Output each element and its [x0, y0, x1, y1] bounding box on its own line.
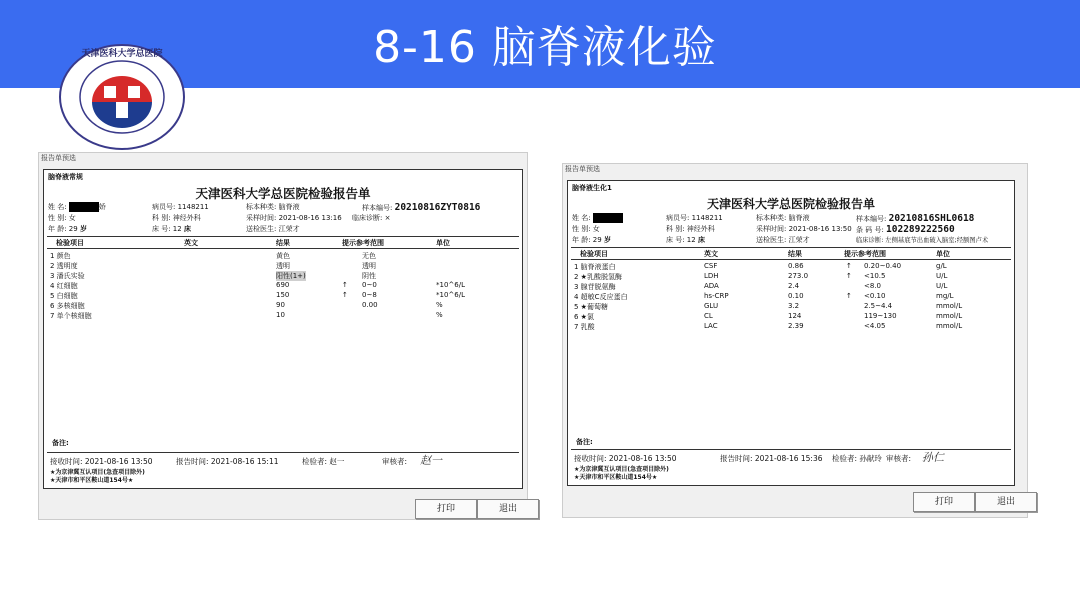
collect-time: 采样时间: 2021-08-16 13:50 [756, 225, 852, 233]
reviewer-signature: 赵一 [420, 454, 442, 467]
col-result: 结果 [788, 250, 802, 258]
footnote-1: ★为京津冀互认项目(急查项目除外) [574, 466, 669, 473]
cell-flag: ↑ [846, 272, 852, 280]
table-row [44, 291, 522, 301]
note-label: 备注: [52, 439, 69, 447]
sample-no: 样本编号: 20210816SHL0618 [856, 213, 975, 224]
table-row [568, 322, 1014, 332]
cell-range: 透明 [362, 262, 376, 270]
report-paper [567, 180, 1015, 486]
cell-item: 5 ★葡萄糖 [574, 303, 608, 311]
table-row [568, 302, 1014, 312]
sample-no: 样本编号: 20210816ZYT0816 [362, 202, 481, 213]
bed: 床 号: 12 床 [666, 236, 705, 244]
clinical-dx: 临床诊断: 左侧基底节出血破入脑室;经额图卢术 [856, 237, 989, 244]
table-row [44, 281, 522, 291]
window-title: 报告单预选 [565, 165, 600, 173]
exit-button[interactable]: 退出 [975, 492, 1037, 512]
redaction-bar [69, 202, 99, 212]
cell-range: 0.00 [362, 301, 378, 309]
patient-name: 姓 名: [572, 213, 623, 223]
cell-range: <4.05 [864, 322, 886, 330]
col-range: 提示参考范围 [844, 250, 886, 258]
cell-range: 0.20~0.40 [864, 262, 902, 270]
window-title: 报告单预选 [41, 154, 76, 162]
cell-unit: U/L [936, 282, 948, 290]
patient-age: 年 龄: 29 岁 [48, 225, 87, 233]
cell-result: 2.39 [788, 322, 804, 330]
table-row [568, 262, 1014, 272]
cell-unit: mmol/L [936, 322, 963, 330]
patient-sex: 性 别: 女 [48, 214, 76, 222]
cell-result: 10 [276, 311, 285, 319]
tester: 检验者: 孙献玲 [832, 454, 882, 463]
slide-title: 8-16 脑脊液化验 [373, 22, 717, 73]
col-unit: 单位 [936, 250, 950, 258]
cell-result: 0.10 [788, 292, 804, 300]
table-row [568, 292, 1014, 302]
cell-item: 2 透明度 [50, 262, 78, 270]
cell-unit: *10^6/L [436, 291, 465, 299]
cell-unit: g/L [936, 262, 947, 270]
cell-item: 7 单个核细胞 [50, 312, 92, 320]
cell-en: LAC [704, 322, 718, 330]
cell-item: 5 白细胞 [50, 292, 78, 300]
cell-en: hs-CRP [704, 292, 729, 300]
cell-item: 2 ★乳酸脱氢酶 [574, 273, 622, 281]
cell-result: 690 [276, 281, 290, 289]
col-english: 英文 [184, 239, 198, 247]
cell-result: 黄色 [276, 252, 290, 260]
hospital-logo [52, 38, 192, 156]
print-button[interactable]: 打印 [415, 499, 477, 519]
cell-unit: % [436, 311, 443, 319]
cell-unit: % [436, 301, 443, 309]
cell-result: 150 [276, 291, 290, 299]
col-unit: 单位 [436, 239, 450, 247]
cell-range: <8.0 [864, 282, 881, 290]
redaction-bar [593, 213, 623, 223]
table-row [568, 312, 1014, 322]
table-row [44, 251, 522, 261]
report-paper [43, 169, 523, 489]
cell-unit: mmol/L [936, 312, 963, 320]
barcode: 条 码 号: 102289222560 [856, 224, 955, 235]
footnote-2: ★天津市和平区鞍山道154号★ [50, 477, 134, 484]
report-time: 报告时间: 2021-08-16 15:11 [176, 457, 279, 466]
sample-type: 标本种类: 脑脊液 [246, 203, 300, 211]
clinical-dx: 临床诊断: × [352, 214, 391, 222]
patient-age: 年 龄: 29 岁 [572, 236, 611, 244]
cell-result: 124 [788, 312, 802, 320]
tester: 检验者: 赵一 [302, 457, 345, 466]
col-item: 检验项目 [580, 250, 608, 258]
cell-range: 119~130 [864, 312, 897, 320]
col-english: 英文 [704, 250, 718, 258]
cell-flag: ↑ [846, 292, 852, 300]
sample-type: 标本种类: 脑脊液 [756, 214, 810, 222]
footnote-2: ★天津市和平区鞍山道154号★ [574, 474, 658, 481]
cell-item: 6 ★氯 [574, 313, 594, 321]
exit-button[interactable]: 退出 [477, 499, 539, 519]
table-row [44, 261, 522, 271]
cell-flag: ↑ [846, 262, 852, 270]
cell-range: <10.5 [864, 272, 886, 280]
cell-unit: mg/L [936, 292, 954, 300]
mrn: 病员号: 1148211 [152, 203, 209, 211]
right-report-window [562, 163, 1028, 518]
cell-en: CSF [704, 262, 718, 270]
hospital-title: 天津医科大学总医院检验报告单 [195, 186, 371, 201]
cell-item: 3 潘氏实验 [50, 272, 85, 280]
cell-item: 4 超敏C反应蛋白 [574, 293, 628, 301]
receive-time: 接收时间: 2021-08-16 13:50 [574, 454, 677, 463]
dept: 科 别: 神经外科 [152, 214, 201, 222]
cell-unit: mmol/L [936, 302, 963, 310]
cell-item: 4 红细胞 [50, 282, 78, 290]
cell-item: 1 脑脊液蛋白 [574, 263, 616, 271]
cell-result: 透明 [276, 262, 290, 270]
report-time: 报告时间: 2021-08-16 15:36 [720, 454, 823, 463]
cell-range: 0~8 [362, 291, 377, 299]
cell-range: 阴性 [362, 272, 376, 280]
cell-unit: *10^6/L [436, 281, 465, 289]
footnote-1: ★为京津冀互认项目(急查项目除外) [50, 469, 145, 476]
cell-item: 1 颜色 [50, 252, 71, 260]
cell-range: 无色 [362, 252, 376, 260]
cell-result: 3.2 [788, 302, 800, 310]
cell-result: 2.4 [788, 282, 800, 290]
hospital-title: 天津医科大学总医院检验报告单 [706, 197, 875, 211]
cell-item: 6 多核细胞 [50, 302, 85, 310]
table-row [44, 301, 522, 311]
cell-result: 0.86 [788, 262, 804, 270]
table-row [44, 271, 522, 281]
bed: 床 号: 12 床 [152, 225, 191, 233]
cell-result: 阳性(1+) [276, 272, 306, 280]
doctor: 送检医生: 江荣才 [756, 236, 810, 244]
cell-unit: U/L [936, 272, 948, 280]
reviewer: 审核者: [382, 457, 408, 466]
cell-en: ADA [704, 282, 719, 290]
cell-en: LDH [704, 272, 719, 280]
cell-range: 2.5~4.4 [864, 302, 893, 310]
dept: 科 别: 神经外科 [666, 225, 715, 233]
collect-time: 采样时间: 2021-08-16 13:16 [246, 214, 342, 222]
patient-name: 姓 名: 娇 [48, 203, 106, 211]
mrn: 病员号: 1148211 [666, 214, 723, 222]
report-type: 脑脊液生化1 [572, 184, 612, 192]
col-result: 结果 [276, 239, 290, 247]
table-row [568, 272, 1014, 282]
left-report-window [38, 152, 528, 520]
cell-flag: ↑ [342, 291, 348, 299]
reviewer-signature: 孙仁 [922, 451, 944, 464]
cell-item: 7 乳酸 [574, 323, 595, 331]
note-label: 备注: [576, 438, 593, 446]
cell-result: 90 [276, 301, 285, 309]
cell-en: GLU [704, 302, 719, 310]
cell-range: <0.10 [864, 292, 886, 300]
patient-sex: 性 别: 女 [572, 225, 600, 233]
reviewer: 审核者: [886, 454, 912, 463]
cell-item: 3 腺苷脱氨酶 [574, 283, 616, 291]
cell-flag: ↑ [342, 281, 348, 289]
print-button[interactable]: 打印 [913, 492, 975, 512]
col-item: 检验项目 [56, 239, 84, 247]
table-row [44, 311, 522, 321]
svg-text:天津医科大学总医院: 天津医科大学总医院 [81, 49, 163, 59]
col-range: 提示参考范围 [342, 239, 384, 247]
cell-result: 273.0 [788, 272, 809, 280]
doctor: 送检医生: 江荣才 [246, 225, 300, 233]
report-type: 脑脊液常规 [48, 173, 83, 181]
receive-time: 接收时间: 2021-08-16 13:50 [50, 457, 153, 466]
cell-range: 0~0 [362, 281, 377, 289]
table-row [568, 282, 1014, 292]
cell-en: CL [704, 312, 713, 320]
